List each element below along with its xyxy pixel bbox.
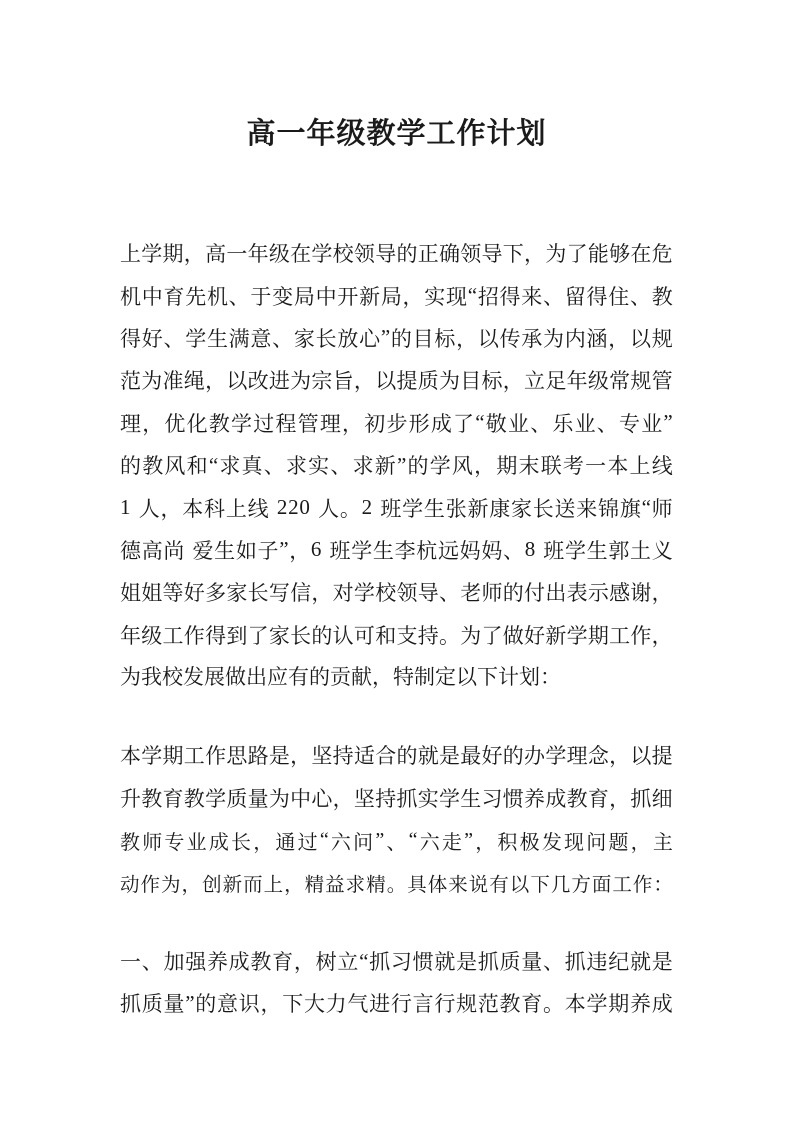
document-title: 高一年级教学工作计划 — [246, 118, 547, 150]
text-line: 机 中 育 先 机 、 于 变 局 中 开 新 局 ， 实 现 “ 招 得 来 、 留 得 住 、 教 — [120, 283, 673, 309]
text-line: 一 、 加 强 养 成 教 育 ， 树 立 “ 抓 习 惯 就 是 抓 质 量 、 抓 违 纪 就 是 — [120, 948, 673, 975]
text-line: 姐 姐 等 好 多 家 长 写 信 ， 对 学 校 领 导 、 老 师 的 付 出 表 示 感 谢 ， — [120, 581, 673, 606]
text-line: 动 作 为 ， 创 新 而 上 ， 精 益 求 精 。 具 体 来 说 有 以 下 几 方 面 工 作 ： — [120, 874, 673, 896]
text-line: 抓 质 量 ” 的 意 识 ， 下 大 力 气 进 行 言 行 规 范 教 育 。 本 学 期 养 成 — [120, 990, 673, 1017]
paragraph-3 — [120, 940, 673, 1025]
document-body — [120, 232, 673, 1025]
text-line: 升 教 育 教 学 质 量 为 中 心 ， 坚 持 抓 实 学 生 习 惯 养 成 教 育 ， 抓 细 — [120, 786, 673, 811]
text-line: 年 级 工 作 得 到 了 家 长 的 认 可 和 支 持 。 为 了 做 好 新 学 期 工 作 ， — [120, 623, 673, 648]
text-line: 范 为 准 绳 ， 以 改 进 为 宗 旨 ， 以 提 质 为 目 标 ， 立 足 年 级 常 规 管 — [120, 369, 673, 394]
text-line: 得 好 、 学 生 满 意 、 家 长 放 心 ” 的 目 标 ， 以 传 承 为 内 涵 ， 以 规 — [120, 325, 673, 351]
text-line: 本 学 期 工 作 思 路 是 ， 坚 持 适 合 的 就 是 最 好 的 办 学 理 念 ， 以 提 — [120, 744, 673, 769]
text-line: 上 学 期 ， 高 一 年 级 在 学 校 领 导 的 正 确 领 导 下 ， 为 了 能 够 在 危 — [120, 242, 673, 267]
text-line: 1 人 ， 本 科 上 线 2 2 0 人 。 2 班 学 生 张 新 康 家 长 送 来 锦 旗 “ 师 — [120, 495, 673, 521]
text-line: 德 高 尚 爱 生 如 子 ” ， 6 班 学 生 李 杭 远 妈 妈 、 8 班 学 生 郭 土 义 — [120, 537, 673, 563]
text-line: 的 教 风 和 “ 求 真 、 求 实 、 求 新 ” 的 学 风 ， 期 末 联 考 一 本 上 线 — [120, 452, 673, 479]
paragraph-2 — [120, 734, 673, 904]
text-line: 理 ， 优 化 教 学 过 程 管 理 ， 初 步 形 成 了 “ 敬 业 、 乐 业 、 专 业 ” — [120, 410, 673, 436]
text-line: 教 师 专 业 成 长 ， 通 过 “ 六 问 ” 、 “ 六 走 ” ， 积 极 发 现 问 题 ， 主 — [120, 828, 673, 854]
text-line: 为我校发展做出应有的贡献，特制定以下计划： — [120, 664, 561, 689]
paragraph-1 — [120, 232, 673, 698]
